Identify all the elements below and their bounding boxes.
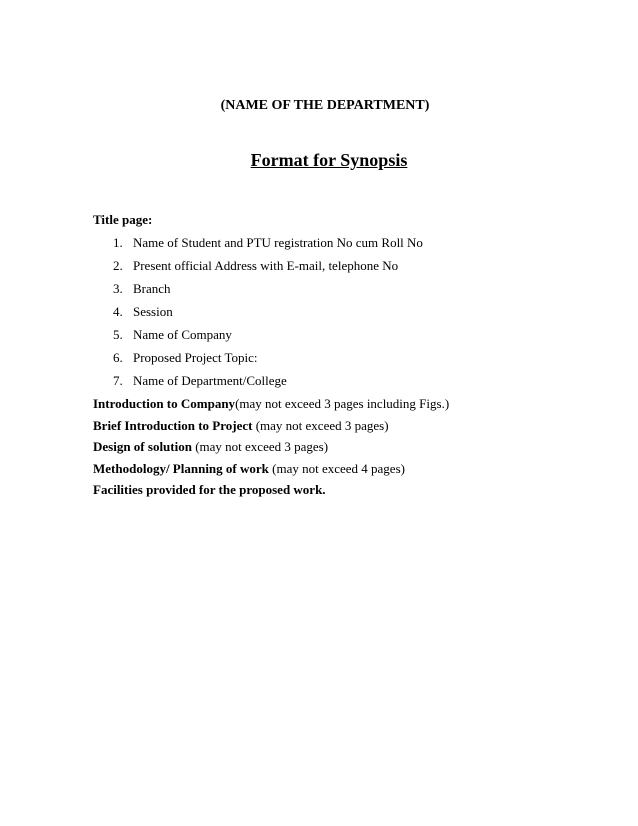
section-label: Brief Introduction to Project	[93, 417, 253, 433]
page-title: Format for Synopsis	[250, 150, 408, 170]
section-facilities	[93, 482, 593, 504]
section-note: (may not exceed 3 pages)	[252, 417, 389, 433]
list-item	[93, 304, 593, 327]
section-label: Design of solution	[93, 439, 192, 454]
section-note: (may not exceed 3 pages)	[191, 439, 329, 454]
list-item-number: 1.	[113, 235, 123, 250]
list-item-text: Present official Address with E-mail, telephone No	[133, 258, 399, 273]
list-item-number: 3.	[113, 281, 123, 296]
section-brief-introduction	[93, 418, 593, 440]
department-heading: (NAME OF THE DEPARTMENT)	[220, 98, 430, 113]
section-methodology	[93, 461, 593, 483]
list-item-number: 5.	[113, 327, 123, 342]
list-item-number: 7.	[113, 373, 123, 388]
list-item-number: 6.	[113, 350, 123, 365]
list-item-text: Name of Department/College	[133, 373, 287, 388]
list-item-text: Name of Student and PTU registration No cum Roll No	[133, 235, 423, 250]
section-label: Methodology/ Planning of work	[93, 460, 269, 476]
section-label: Facilities provided for the proposed work.	[93, 482, 326, 497]
section-note: (may not exceed 4 pages)	[268, 460, 405, 476]
title-page-list	[93, 235, 593, 396]
list-item-text: Session	[133, 304, 173, 319]
title-page-heading: Title page:	[93, 212, 153, 227]
list-item	[93, 350, 593, 373]
list-item	[93, 281, 593, 304]
list-item	[93, 327, 593, 350]
list-item-text: Branch	[133, 281, 171, 296]
section-design-of-solution	[93, 439, 593, 461]
list-item-text: Name of Company	[133, 327, 232, 342]
list-item	[93, 373, 593, 396]
section-introduction-to-company	[93, 396, 593, 418]
list-item	[93, 258, 593, 281]
section-note: (may not exceed 3 pages including Figs.)	[235, 396, 450, 411]
list-item-text: Proposed Project Topic:	[133, 350, 258, 365]
list-item	[93, 235, 593, 258]
section-label: Introduction to Company	[93, 396, 236, 411]
list-item-number: 2.	[113, 258, 123, 273]
list-item-number: 4.	[113, 304, 123, 319]
document-body	[93, 212, 593, 504]
